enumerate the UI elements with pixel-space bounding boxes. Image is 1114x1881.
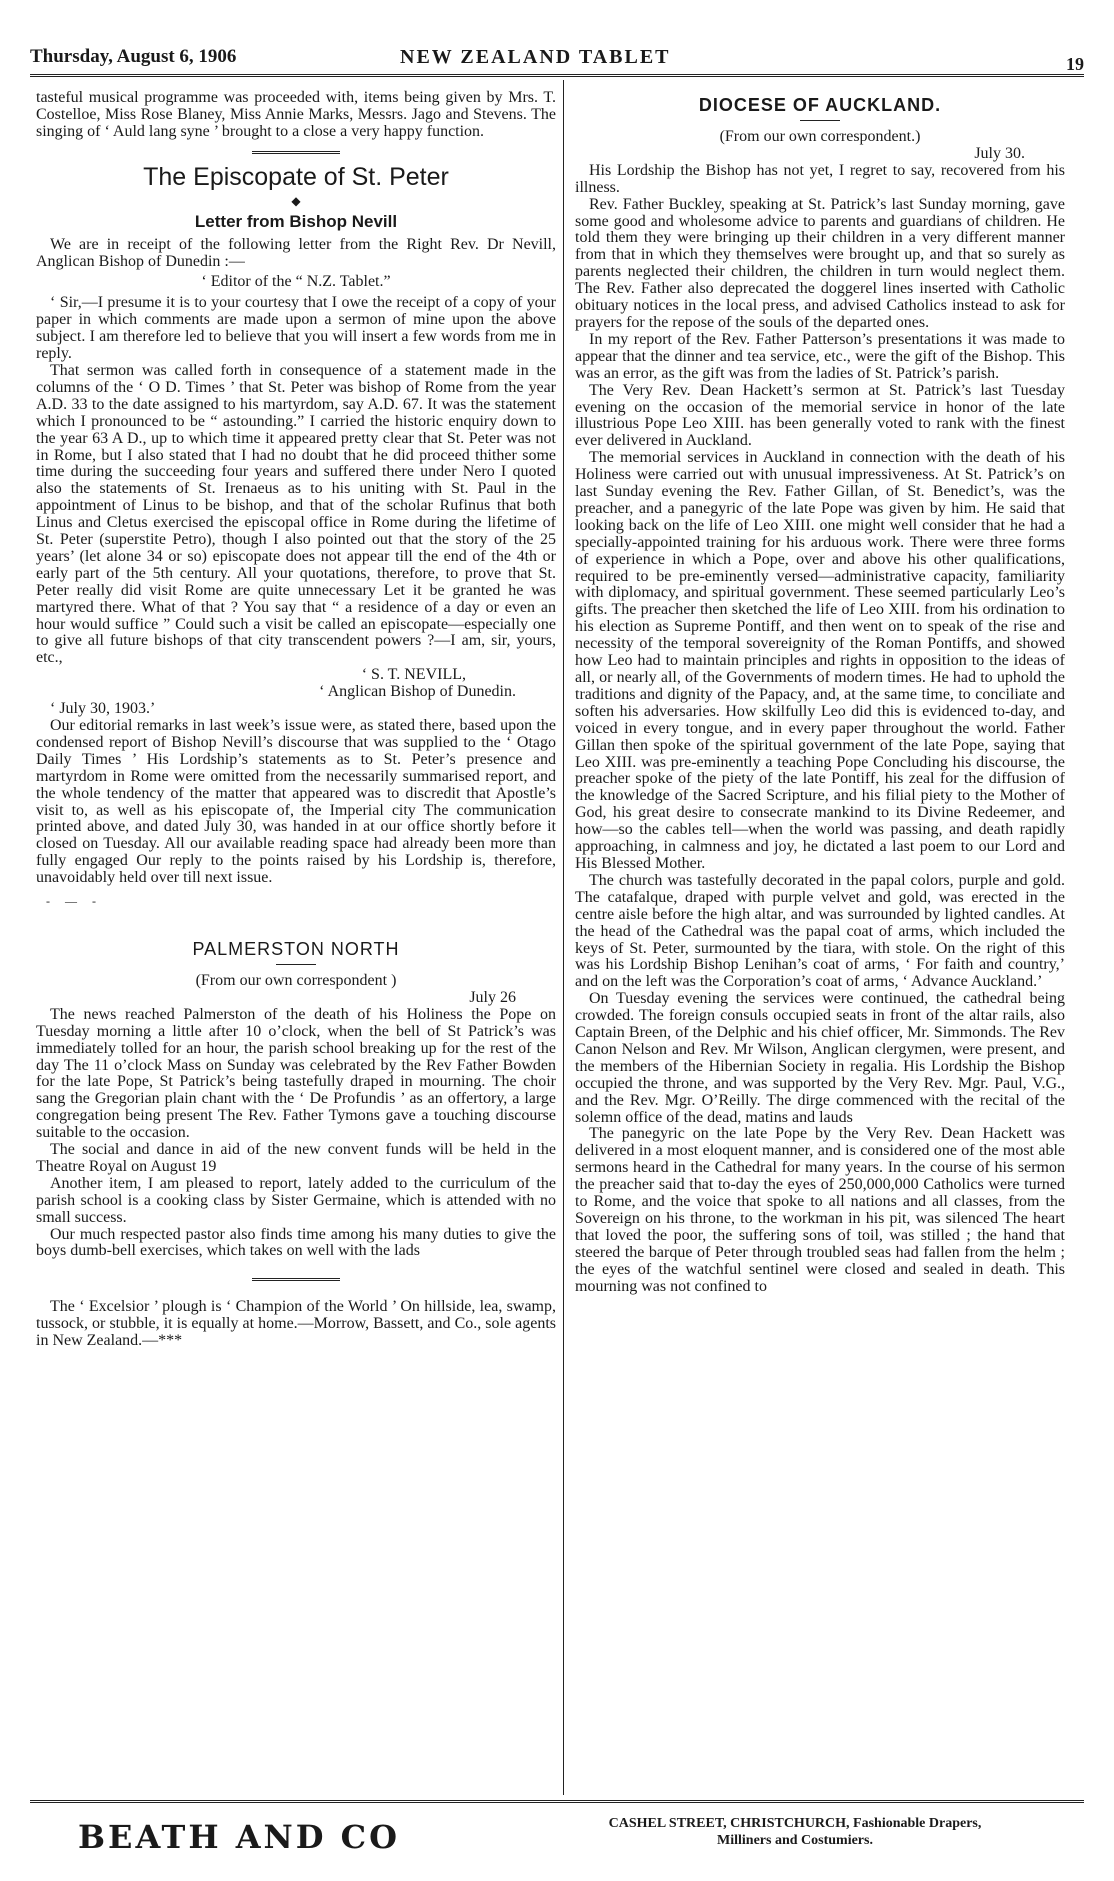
section-divider: [276, 964, 316, 965]
page-header: [30, 46, 1084, 76]
dateline: July 30.: [974, 144, 1025, 162]
correspondent-line: (From our own correspondent.): [719, 128, 921, 145]
footer-rule: [30, 1800, 1084, 1803]
section-divider: [252, 151, 340, 154]
dateline: July 26: [469, 988, 516, 1006]
header-rule: [30, 74, 1084, 77]
section-divider: [252, 1278, 340, 1281]
paragraph: We are in receipt of the following letter from the Right Rev. Dr Nevill, Anglican Bishop of Dunedin :—: [36, 235, 556, 270]
paragraph: Another item, I am pleased to report, lately added to the curriculum of the parish school is a cooking class by Sister Germaine, which is attended with no small success.: [36, 1174, 556, 1226]
advertiser-name: BEATH AND CO: [78, 1818, 401, 1856]
left-column: [36, 90, 556, 1350]
advertiser-trade: Milliners and Costumiers.: [717, 1833, 873, 1848]
intro-paragraph: tasteful musical programme was proceeded with, items being given by Mrs. T. Costelloe, Miss Rose Blaney, Miss Annie Marks, Messrs. Jago and Stevens. The singing of ‘ Auld lang syne ’ brought to a close a very happy function.: [36, 89, 556, 140]
paragraph: That sermon was called forth in consequence of a statement made in the columns of the ‘ O D. Times ’ that St. Peter was bishop of Rome from the year A.D. 33 to the date assigned to his martyrdom, say A.D. 67. It was the statement which I pronounced to be “ astounding.” I carried the historic enquiry down to the year 63 A D., up to which time it appeared pretty clear that St. Peter was not in Rome, but I also stated that I had no doubt that he did proceed thither some time during the succeeding four years and suffered there under Nero I quoted also the statements of St. Irenaeus as to his uniting with St. Paul in the appointment of Linus to be bishop, and that of the scholar Rufinus that both Linus and Cletus exercised the episcopal office in Rome during the lifetime of St. Peter (superstite Petro), though I also pointed out that the story of the 25 years’ (let alone 34 or so) episcopate does not appear till the end of the 4th or early part of the 5th century. All your quotations, therefore, to prove that St. Peter really did visit Rome are quite unnecessary Let it be granted he was martyred there. What of that ? You say that “ a residence of a day or even an hour would suffice ” Could such a visit be called an episcopate—especially one to give all future bishops of that city transcendent powers ?—I am, sir, yours, etc.,: [36, 361, 556, 667]
section-title: PALMERSTON NORTH: [192, 938, 400, 959]
section-title: DIOCESE OF AUCKLAND.: [698, 95, 942, 115]
dashes-divider: - — -: [46, 894, 102, 909]
advertisement: The ‘ Excelsior ’ plough is ‘ Champion of the World ’ On hillside, lea, swamp, tussock, or stubble, it is equally at home.—Morrow, Bassett, and Co., sole agents in New Zealand.—***: [36, 1298, 556, 1350]
paragraph: Rev. Father Buckley, speaking at St. Patrick’s last Sunday morning, gave some good and wholesome advice to parents and guardians of children. He told them they were bringing up their children in a very different manner from that in which they themselves were brought up, and that so surely as parents neglected their children, the children in turn would neglect them. The Rev. Father also deprecated the doggerel lines inserted with Catholic obituary notices in the local press, and advised Catholics instead to ask for prayers for the repose of the souls of the departed ones.: [575, 195, 1065, 331]
paragraph: The memorial services in Auckland in connection with the death of his Holiness were carried out with unusual impressiveness. At St. Patrick’s on last Sunday evening the Rev. Father Gillan, of St. Benedict’s, was the preacher, and a panegyric of the late Pope was given by him. He said that looking back on the life of Leo XIII. one might well consider that he had a specially-appointed training for his arduous work. There were three forms of experience in which a Pope, over and above his other qualifications, required to be pre-eminently versed—administrative capacity, familiarity with diplomacy, and spiritual government. These seemed particularly Leo’s gifts. The preacher then sketched the life of Leo XIII. from his ordination to his election as Supreme Pontiff, and then went on to speak of the rise and necessity of the temporal sovereignity of the Roman Pontiffs, and showed how Leo had to maintain principles and rights in opposition to the ideas of all, or nearly all, of the Governments of modern times. He had to uphold the traditions and dignity of the Papacy, and, at the same time, to conciliate and soften his adversaries. How skilfully Leo did this is evidenced to-day, and voiced in every tongue, and in every paper throughout the world. Father Gillan then spoke of the spiritual government of the late Pope, saying that Leo XIII. was pre-eminently a teaching Pope Concluding his discourse, the preacher spoke of the piety of the late Pontiff, his zeal for the diffusion of the knowledge of the Sacred Scripture, and his filial piety to the Mother of God, his great desire to consecrate mankind to its Divine Redeemer, and how—so the cables tell—when the world was passing, and death rapidly approaching, in calmness and joy, he dictated a last poem to our Lord and His Blessed Mother.: [575, 449, 1065, 872]
paragraph: Our editorial remarks in last week’s issue were, as stated there, based upon the condensed report of Bishop Nevill’s discourse that was supplied to the ‘ Otago Daily Times ’ His Lordship’s statements as to St. Peter’s presence and martyrdom in Rome were omitted from the necessarily summarised report, and the whole tendency of the matter that appeared was to discredit that Apostle’s visit to, as well as his episcopate of, the Imperial city The communication printed above, and dated July 30, was handed in at our office shortly before it closed on Tuesday. All our available reading space had already been more than fully engaged Our reply to the points raised by his Lordship is, therefore, unavoidably held over till next issue.: [36, 717, 556, 887]
letter-date: ‘ July 30, 1903.’: [50, 700, 156, 718]
correspondent-line: (From our own correspondent ): [195, 971, 397, 989]
paragraph: The news reached Palmerston of the death of his Holiness the Pope on Tuesday morning a little after 10 o’clock, when the bell of St Patrick’s was immediately tolled for an hour, the parish school breaking up for the rest of the day The 11 o’clock Mass on Sunday was celebrated by the Rev Father Bowden for the late Pope, St Patrick’s being tastefully draped in mourning. The choir sang the Gregorian plain chant with the ‘ De Profundis ’ as an offertory, a large congregation being present The Rev. Father Tymons gave a touching discourse suitable to the occasion.: [36, 1005, 556, 1142]
paragraph: The church was tastefully decorated in the papal colors, purple and gold. The catafalque, draped with purple velvet and gold, was erected in the centre aisle before the high altar, and was surrounded by lighted candles. At the head of the Cathedral was the papal coat of arms, which included the keys of St. Peter, surmounted by the tiara, with stole. On the right of this was his Lordship Bishop Lenihan’s coat of arms, ‘ For faith and country,’ and on the left was the Corporation’s coat of arms, ‘ Advance Auckland.’: [575, 871, 1065, 991]
section-divider: [800, 120, 840, 121]
signature-title: ‘ Anglican Bishop of Dunedin.: [319, 683, 516, 701]
paragraph: In my report of the Rev. Father Patterson’s presentations it was made to appear that the dinner and tea service, etc., were the gift of the Bishop. This was an error, as the gift was from the ladies of St. Patrick’s parish.: [575, 330, 1065, 382]
paragraph: The Very Rev. Dean Hackett’s sermon at St. Patrick’s last Tuesday evening on the occasion of the memorial service in honor of the late illustrious Pope Leo XIII. has been generally voted to rank with the finest ever delivered in Auckland.: [575, 381, 1065, 450]
page-number: 19: [1066, 54, 1084, 74]
advertiser-address: CASHEL STREET, CHRISTCHURCH, Fashionable Drapers,: [608, 1816, 982, 1831]
advertiser-details: [505, 1815, 1085, 1849]
right-column: [575, 90, 1065, 1296]
article-subtitle: Letter from Bishop Nevill: [194, 211, 398, 231]
newspaper-title: NEW ZEALAND TABLET: [400, 46, 671, 68]
paragraph: Our much respected pastor also finds time among his many duties to give the boys dumb-bell exercises, which takes on well with the lads: [36, 1225, 556, 1260]
editor-salutation: ‘ Editor of the “ N.Z. Tablet.”: [201, 273, 391, 291]
signature-name: ‘ S. T. NEVILL,: [361, 666, 466, 684]
paragraph: ‘ Sir,—I presume it is to your courtesy that I owe the receipt of a copy of your paper in which comments are made upon a sermon of mine upon the above subject. I am therefore led to believe that you will insert a few words from me in reply.: [36, 294, 556, 363]
issue-date: Thursday, August 6, 1906: [30, 46, 237, 67]
paragraph: The social and dance in aid of the new convent funds will be held in the Theatre Royal on August 19: [36, 1141, 556, 1175]
paragraph: The panegyric on the late Pope by the Very Rev. Dean Hackett was delivered in a most eloquent manner, and is considered one of the most able sermons heard in the Cathedral for many years. In the course of his sermon the preacher said that to-day the eyes of 250,000,000 Catholics were turned to Rome, and the voice that spoke to all nations and all classes, from the Sovereign on his throne, to the workman in his pit, was silenced The heart that loved the poor, the suffering sons of toil, was stilled ; the hand that steered the barque of Peter through troubled seas had fallen from the helm ; the eyes of the watchful sentinel were closed and sealed in death. This mourning was not confined to: [575, 1125, 1065, 1295]
ornament-icon: ◆: [291, 193, 301, 208]
paragraph: His Lordship the Bishop has not yet, I regret to say, recovered from his illness.: [575, 161, 1065, 196]
article-title: The Episcopate of St. Peter: [143, 162, 449, 191]
paragraph: On Tuesday evening the services were continued, the cathedral being crowded. The foreign consuls occupied seats in front of the altar rails, also Captain Breen, of the Delphic and his chief officer, Mr. Simmonds. The Rev Canon Nelson and Rev. Mr Wilson, Anglican clergymen, were present, and the members of the Hibernian Society in regalia. His Lordship the Bishop occupied the throne, and was supported by the Very Rev. Mgr. Paul, V.G., and the Rev. Mgr. O’Reilly. The dirge commenced with the recital of the solemn office of the dead, matins and lauds: [575, 990, 1065, 1126]
column-divider: [563, 80, 564, 1795]
